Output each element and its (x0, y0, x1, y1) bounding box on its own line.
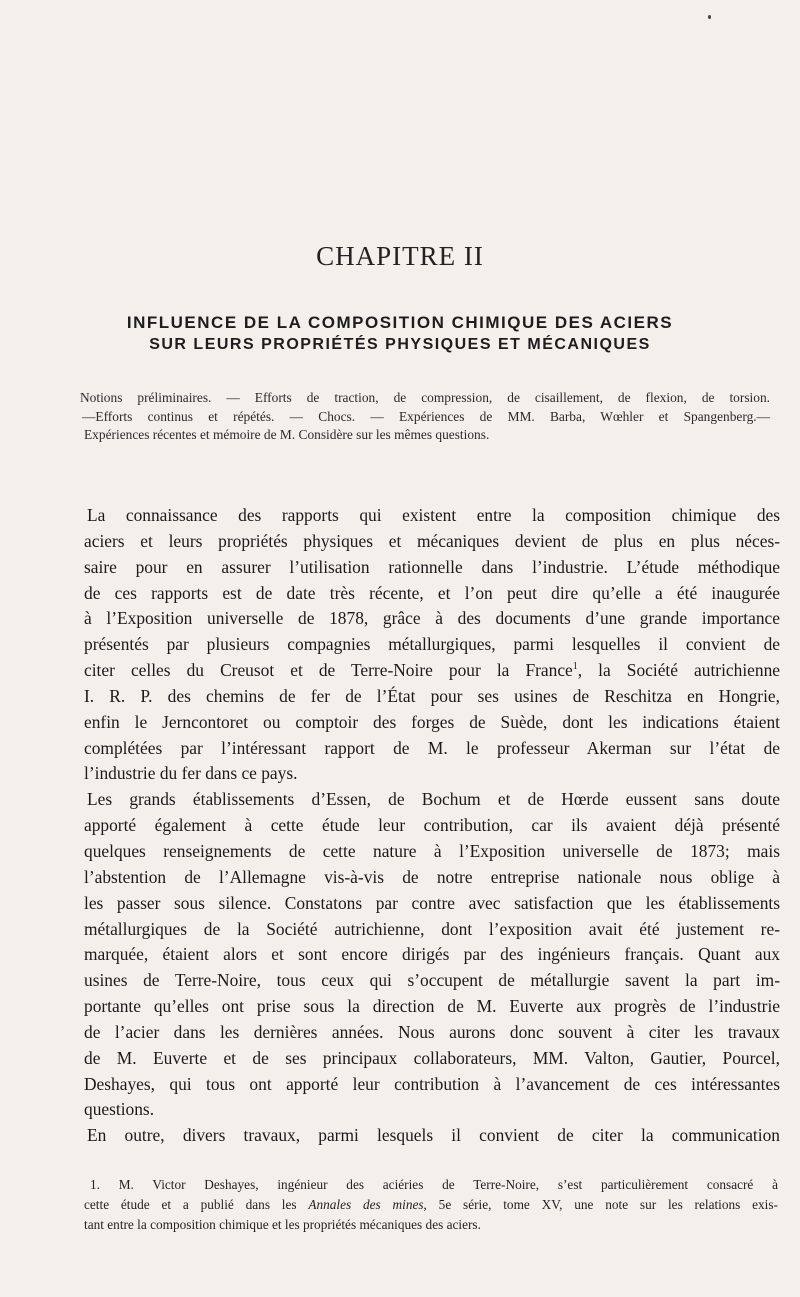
paragraph-1-line: présentés par plusieurs compagnies métallurgiques, parmi lesquelles il convient de (84, 634, 780, 655)
chapter-summary (80, 389, 770, 445)
summary-line: Notions préliminaires. — Efforts de traction, de compression, de cisaillement, de flexion, de torsion. (80, 390, 770, 405)
paragraph-2-line: quelques renseignements de cette nature à l’Exposition universelle de 1873; mais (84, 840, 780, 861)
footnote-journal-title: Annales des mines (308, 1197, 424, 1212)
paragraph-1-line: à l’Exposition universelle de 1878, grâce à des documents d’une grande importance (84, 608, 780, 629)
paragraph-1-line: de ces rapports est de date très récente, et l’on peut dire qu’elle a été inaugurée (84, 582, 780, 603)
paragraph-2-line: l’abstention de l’Allemagne vis-à-vis de notre entreprise nationale nous oblige à (84, 866, 780, 887)
paragraph-1-line: enfin le Jerncontoret ou comptoir des forges de Suède, dont les indications étaient (84, 711, 780, 732)
paragraph-2-line: les passer sous silence. Constatons par contre avec satisfaction que les établissements (84, 892, 780, 913)
footnote (84, 1175, 778, 1235)
paragraph-1-line: saire pour en assurer l’utilisation rationnelle dans l’industrie. L’étude méthodique (84, 556, 780, 577)
paragraph-2-line: questions. (84, 1099, 155, 1120)
paragraph-2-line: Deshayes, qui tous ont apporté leur contribution à l’avancement de ces intéressantes (84, 1073, 780, 1094)
paragraph-1-line: l’industrie du fer dans ce pays. (84, 763, 298, 784)
paragraph-2-line: Les grands établissements d’Essen, de Bochum et de Hœrde eussent sans doute (87, 789, 780, 810)
paragraph-1-line: I. R. P. des chemins de fer de l’État pour ses usines de Reschitza en Hongrie, (84, 685, 780, 706)
footnote-marker: 1 (572, 661, 578, 673)
chapter-subtitle-line-2: SUR LEURS PROPRIÉTÉS PHYSIQUES ET MÉCANIQUES (149, 336, 651, 353)
paragraph-1-line: aciers et leurs propriétés physiques et mécaniques devient de plus en plus néces- (84, 530, 780, 551)
paragraph-2-line: portante qu’elles ont prise sous la direction de M. Euverte aux progrès de l’industrie (84, 996, 780, 1017)
paragraph-2-line: marquée, étaient alors et sont encore dirigés par des ingénieurs français. Quant aux (84, 944, 780, 965)
paragraph-3-line: En outre, divers travaux, parmi lesquels il convient de citer la communication (87, 1125, 780, 1146)
summary-line: Expériences récentes et mémoire de M. Considère sur les mêmes questions. (84, 427, 490, 442)
paragraph-2-line: de M. Euverte et de ses principaux collaborateurs, MM. Valton, Gautier, Pourcel, (84, 1047, 780, 1068)
chapter-title: CHAPITRE II (316, 241, 484, 271)
footnote-line (84, 1195, 778, 1215)
summary-line: —Efforts continus et répétés. — Chocs. — Expériences de MM. Barba, Wœhler et Spangenberg.— (82, 408, 770, 424)
footnote-line: 1. M. Victor Deshayes, ingénieur des aciéries de Terre-Noire, s’est particulièrement consacré à (90, 1177, 778, 1192)
paragraph-1-line-with-footnote (84, 658, 780, 684)
body-text (84, 503, 780, 1149)
footnote-text: cette étude et a publié dans les (84, 1197, 309, 1212)
paragraph-1-line: La connaissance des rapports qui existent entre la composition chimique des (87, 505, 780, 525)
paragraph-1-line-text: citer celles du Creusot et de Terre-Noire pour la France (84, 660, 573, 681)
paragraph-1-line-text: , la Société autrichienne (577, 660, 780, 681)
chapter-subtitle-line-1: INFLUENCE DE LA COMPOSITION CHIMIQUE DES ACIERS (126, 313, 674, 332)
paragraph-1-line: complétées par l’intéressant rapport de M. le professeur Akerman sur l’état de (84, 737, 780, 758)
footnote-line: tant entre la composition chimique et les propriétés mécaniques des aciers. (84, 1217, 481, 1232)
paragraph-2-line: usines de Terre-Noire, tous ceux qui s’occupent de métallurgie savent la part im- (84, 970, 780, 991)
paragraph-2-line: apporté également à cette étude leur contribution, car ils avaient déjà présenté (84, 815, 780, 836)
footnote-text: , 5e série, tome XV, une note sur les relations exis- (423, 1197, 778, 1212)
paragraph-2-line: de l’acier dans les dernières années. Nous aurons donc souvent à citer les travaux (84, 1021, 780, 1042)
paragraph-2-line: métallurgiques de la Société autrichienne, dont l’exposition avait été justement re- (84, 918, 780, 939)
ink-speck (708, 15, 711, 19)
